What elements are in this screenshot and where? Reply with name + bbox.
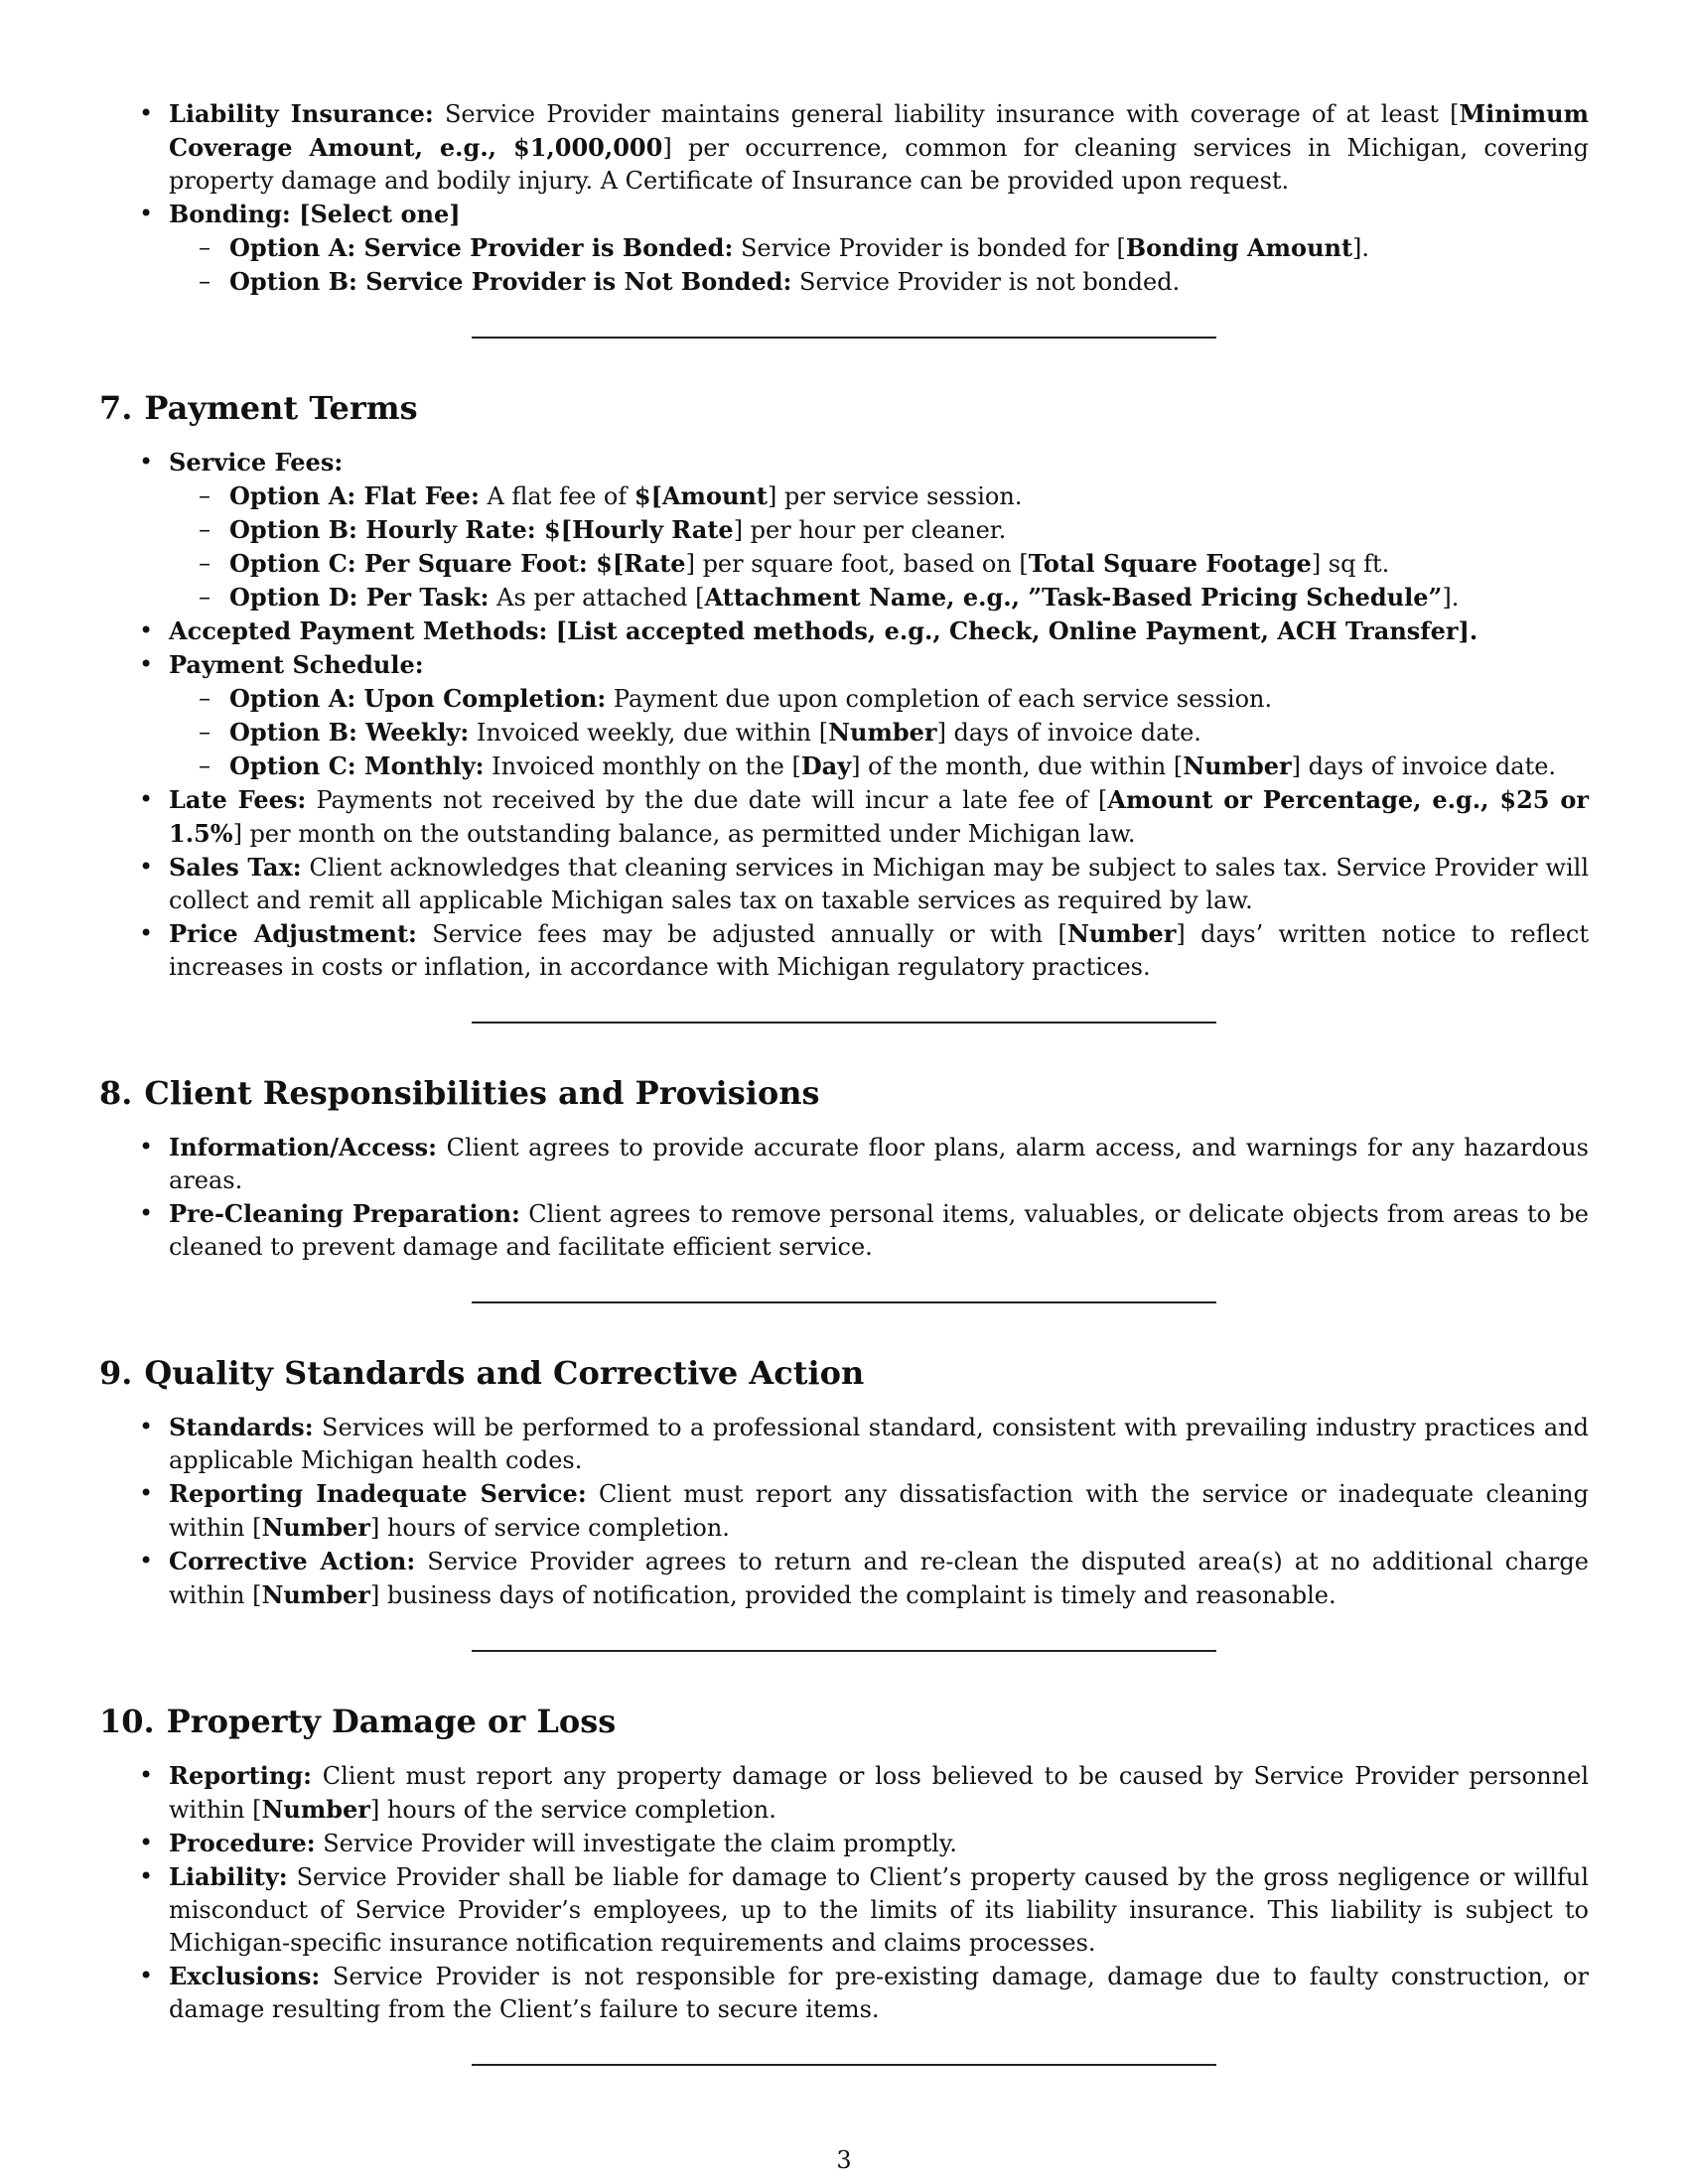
fee-option-d [99,581,1589,614]
page-number: 3 [836,2146,852,2174]
placeholder-field: Number [1183,751,1292,780]
schedule-options [169,682,1589,783]
option-label: Option C: Monthly: [229,751,485,780]
option-text: ] of the month, due within [ [851,752,1184,780]
item-text: Service Provider agrees to return and re-clean the disputed area(s) at no additional charge within [ [169,1548,1589,1609]
fee-option-a [99,479,1589,513]
option-label: Option B: Hourly Rate: [229,515,536,544]
section-number: 9. [99,1354,133,1392]
option-text: Payment due upon completion of each service session. [606,685,1273,713]
option-text: Invoiced monthly on the [ [484,752,801,780]
option-label: Option B: Weekly: [229,718,470,747]
list-item-standards [99,1411,1589,1477]
placeholder-field: Bonding Amount [1125,233,1353,262]
section-divider [472,1650,1216,1652]
placeholder-field: Attachment Name, e.g., ”Task-Based Pricing Schedule” [704,583,1443,612]
placeholder-field: Number [828,718,937,747]
section-divider [472,337,1216,339]
item-label: Late Fees: [169,785,307,814]
item-label: Liability: [169,1862,288,1891]
option-text: ] per service session. [767,482,1023,510]
item-text: Services will be performed to a professional standard, consistent with prevailing industry practices and applicable Michigan health codes. [169,1414,1589,1474]
list-item-exclusions [99,1960,1589,2026]
list-item-pre-cleaning [99,1197,1589,1264]
list-item-payment-schedule [99,648,1589,783]
option-text: ]. [1352,234,1370,262]
list-item-late-fees [99,783,1589,851]
schedule-option-a [99,682,1589,716]
placeholder-field: Number [261,1795,370,1824]
placeholder-field: $[Rate [587,549,686,578]
section-number: 7. [99,389,133,427]
section-heading-client-responsibilities [99,1073,1589,1113]
option-text: As per attached [ [489,584,705,612]
section-title: Payment Terms [144,389,418,427]
item-text: ] per month on the outstanding balance, as permitted under Michigan law. [232,820,1136,848]
property-damage-list [99,1759,1589,2026]
list-item-bonding [99,198,1589,299]
section-title: Client Responsibilities and Provisions [144,1074,820,1112]
section-title: Quality Standards and Corrective Action [144,1354,865,1392]
insurance-list [99,97,1589,299]
item-text: Payments not received by the due date will incur a late fee of [ [306,786,1108,814]
item-text: ] business days of notification, provided the complaint is timely and reasonable. [369,1581,1336,1609]
item-label: Service Fees: [169,448,344,477]
placeholder-field: Minimum Coverage Amount, e.g., $1,000,000 [169,99,1589,162]
quality-standards-list [99,1411,1589,1612]
item-label: Reporting Inadequate Service: [169,1479,587,1508]
item-text: ] per occurrence, common for cleaning services in Michigan, covering property damage and bodily injury. A Certificate of Insurance can be provided upon request. [169,134,1589,195]
item-text: Service fees may be adjusted annually or with [ [416,920,1067,948]
option-label: Option A: Service Provider is Bonded: [229,233,734,262]
schedule-option-c [99,750,1589,783]
option-text: A flat fee of [479,482,634,510]
item-text: Service Provider will investigate the claim promptly. [315,1830,957,1857]
bonding-options [169,231,1589,299]
list-item-liability-insurance [99,97,1589,198]
item-label: Price Adjustment: [169,919,417,948]
placeholder-field: Total Square Footage [1028,549,1312,578]
item-text: Client must report any property damage or loss believed to be caused by Service Provider personnel within [ [169,1762,1589,1824]
section-number: 8. [99,1074,133,1112]
section-heading-quality-standards [99,1353,1589,1393]
item-label: Reporting: [169,1761,312,1790]
list-item-information-access [99,1131,1589,1197]
option-label: Option B: Service Provider is Not Bonded: [229,267,792,296]
option-label: Option A: Flat Fee: [229,481,480,510]
option-text: ] days of invoice date. [936,719,1201,747]
option-text: ] days of invoice date. [1291,752,1557,780]
option-text: Invoiced weekly, due within [ [469,719,829,747]
fee-option-c [99,547,1589,581]
item-text: Service Provider maintains general liability insurance with coverage of at least [ [433,100,1460,128]
item-text: Client agrees to remove personal items, valuables, or delicate objects from areas to be cleaned to prevent damage and facilitate efficient service. [169,1200,1590,1261]
option-text: Service Provider is not bonded. [791,268,1181,296]
list-item-service-fees [99,446,1589,614]
section-heading-payment-terms [99,388,1589,428]
list-item-reporting-inadequate [99,1477,1589,1545]
item-text: Client agrees to provide accurate floor plans, alarm access, and warnings for any hazardous areas. [169,1134,1589,1194]
option-text: ] sq ft. [1311,550,1390,578]
fee-option-b [99,513,1589,547]
item-label: Information/Access: [169,1133,438,1161]
schedule-option-b [99,716,1589,750]
bonding-option-a [99,231,1589,265]
item-text: ] hours of service completion. [369,1514,730,1542]
item-label: Pre-Cleaning Preparation: [169,1199,520,1228]
list-item-sales-tax [99,851,1589,917]
page-content [99,97,1589,2066]
item-label: Corrective Action: [169,1547,416,1575]
list-item-payment-methods [99,614,1589,648]
list-item-procedure [99,1827,1589,1860]
option-text: ] per square foot, based on [ [685,550,1029,578]
placeholder-field: $[Hourly Rate [535,515,734,544]
option-label: Option D: Per Task: [229,583,490,612]
option-text: ]. [1442,584,1460,612]
list-item-liability [99,1860,1589,1960]
section-divider [472,2064,1216,2066]
placeholder-field: Number [261,1513,370,1542]
option-label: Option C: Per Square Foot: [229,549,588,578]
list-item-reporting [99,1759,1589,1827]
fee-options [169,479,1589,614]
item-text: Service Provider shall be liable for damage to Client’s property caused by the gross negligence or willful misconduct of Service Provider’s employees, up to the limits of its liability insurance. This liability is subject to Michigan-specific insurance notification requirements and claims processes. [169,1863,1589,1957]
client-responsibilities-list [99,1131,1589,1264]
item-label: Procedure: [169,1829,316,1857]
item-label: Bonding: [Select one] [169,200,461,228]
placeholder-field: $[Amount [633,481,768,510]
item-text: Client must report any dissatisfaction with the service or inadequate cleaning within [ [169,1480,1589,1542]
option-text: Service Provider is bonded for [ [733,234,1126,262]
section-title: Property Damage or Loss [166,1703,617,1740]
item-label: Accepted Payment Methods: [List accepted methods, e.g., Check, Online Payment, ACH Transfer]. [169,616,1478,645]
placeholder-field: Number [1066,919,1177,948]
item-text: Service Provider is not responsible for pre-existing damage, damage due to faulty construction, or damage resulting from the Client’s failure to secure items. [169,1963,1589,2023]
item-label: Sales Tax: [169,853,302,882]
list-item-corrective-action [99,1545,1589,1612]
section-divider [472,1301,1216,1303]
option-label: Option A: Upon Completion: [229,684,607,713]
item-label: Exclusions: [169,1962,321,1990]
payment-terms-list [99,446,1589,984]
item-label: Liability Insurance: [169,99,434,128]
item-label: Standards: [169,1413,314,1441]
placeholder-field: Day [800,751,852,780]
list-item-price-adjustment [99,917,1589,984]
bonding-option-b [99,265,1589,299]
option-text: ] per hour per cleaner. [733,516,1007,544]
item-text: ] days’ written notice to reflect increases in costs or inflation, in accordance with Michigan regulatory practices. [169,920,1589,981]
section-number: 10. [99,1703,155,1740]
section-divider [472,1022,1216,1024]
item-text: ] hours of the service completion. [369,1796,776,1824]
item-text: Client acknowledges that cleaning services in Michigan may be subject to sales tax. Service Provider will collect and remit all applicable Michigan sales tax on taxable services as required by law. [169,854,1589,914]
placeholder-field: Amount or Percentage, e.g., $25 or 1.5% [169,785,1590,848]
item-label: Payment Schedule: [169,650,424,679]
section-heading-property-damage [99,1702,1589,1741]
placeholder-field: Number [261,1580,370,1609]
